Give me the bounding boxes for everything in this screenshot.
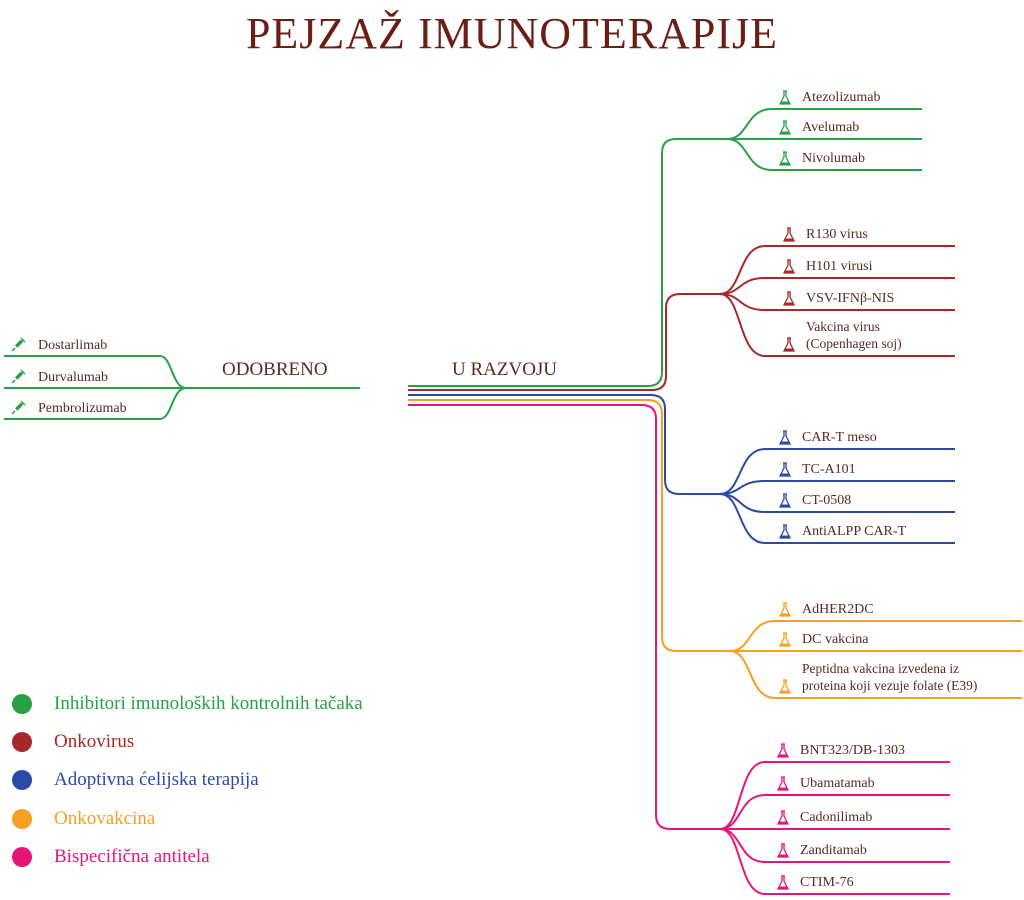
- legend-item: [12, 731, 134, 753]
- flask-icon: [782, 291, 796, 307]
- flask-icon: [782, 227, 796, 243]
- trunk-line-pink: [408, 405, 720, 829]
- flask-icon: [776, 875, 790, 891]
- flask-icon: [782, 259, 796, 275]
- legend-item: [12, 693, 363, 715]
- drug-label: Ubamatamab: [800, 776, 875, 791]
- legend-item: [12, 769, 259, 791]
- legend-label: Adoptivna ćelijska terapija: [54, 769, 259, 790]
- legend-label: Onkovirus: [54, 731, 135, 752]
- trunk-line-orange: [408, 400, 730, 651]
- drug-label: CT-0508: [802, 493, 852, 508]
- drug-label: Avelumab: [802, 120, 860, 135]
- flask-icon: [776, 843, 790, 859]
- flask-icon: [778, 151, 792, 167]
- drug-label: Atezolizumab: [802, 90, 881, 105]
- section-label-approved: ODOBRENO: [222, 359, 328, 380]
- flask-icon: [778, 462, 792, 478]
- legend-color-dot: [12, 732, 32, 752]
- drug-label: VSV-IFNβ-NIS: [806, 291, 895, 306]
- flask-icon: [778, 90, 792, 106]
- flask-icon: [778, 430, 792, 446]
- syringe-icon: [10, 369, 26, 385]
- legend-item: [12, 846, 210, 868]
- drug-label: CTIM-76: [800, 875, 854, 890]
- flask-icon: [776, 743, 790, 759]
- trunk-line-green: [408, 139, 727, 386]
- drug-label: BNT323/DB-1303: [800, 743, 905, 758]
- flask-icon: [778, 120, 792, 136]
- flask-icon: [778, 602, 792, 618]
- drug-label: AntiALPP CAR-T: [802, 524, 907, 539]
- flask-icon: [778, 493, 792, 509]
- drug-label: Zanditamab: [800, 843, 867, 858]
- drug-label: Durvalumab: [38, 370, 108, 385]
- drug-label: Vakcina virus (Copenhagen soj): [806, 319, 902, 351]
- flask-icon: [778, 679, 792, 695]
- legend-color-dot: [12, 694, 32, 714]
- drug-label: CAR-T meso: [802, 430, 877, 445]
- drug-label: DC vakcina: [802, 632, 869, 647]
- branch-line-orange: [730, 621, 1022, 651]
- legend-label: Bispecifična antitela: [54, 846, 210, 867]
- drug-label: Dostarlimab: [38, 338, 108, 353]
- drug-label: H101 virusi: [806, 259, 873, 274]
- flask-icon: [778, 524, 792, 540]
- drug-label: AdHER2DC: [802, 602, 874, 617]
- trunk-line-blue: [408, 395, 720, 494]
- drug-label: Cadonilimab: [800, 810, 873, 825]
- legend-color-dot: [12, 770, 32, 790]
- legend-item: [12, 808, 155, 830]
- flask-icon: [776, 810, 790, 826]
- drug-label: Nivolumab: [802, 151, 865, 166]
- flask-icon: [776, 776, 790, 792]
- syringe-icon: [10, 337, 26, 353]
- legend-color-dot: [12, 809, 32, 829]
- drug-label: TC-A101: [802, 462, 856, 477]
- drug-label: R130 virus: [806, 227, 868, 242]
- drug-label: Peptidna vakcina izvedena iz proteina koji vezuje folate (E39): [802, 661, 978, 693]
- section-label-development: U RAZVOJU: [452, 359, 558, 380]
- legend-color-dot: [12, 847, 32, 867]
- page-title: PEJZAŽ IMUNOTERAPIJE: [245, 9, 779, 58]
- syringe-icon: [10, 400, 26, 416]
- legend-label: Inhibitori imunoloških kontrolnih tačaka: [54, 693, 363, 714]
- legend-label: Onkovakcina: [54, 808, 156, 829]
- drug-label: Pembrolizumab: [38, 401, 127, 416]
- flask-icon: [778, 632, 792, 648]
- flask-icon: [782, 337, 796, 353]
